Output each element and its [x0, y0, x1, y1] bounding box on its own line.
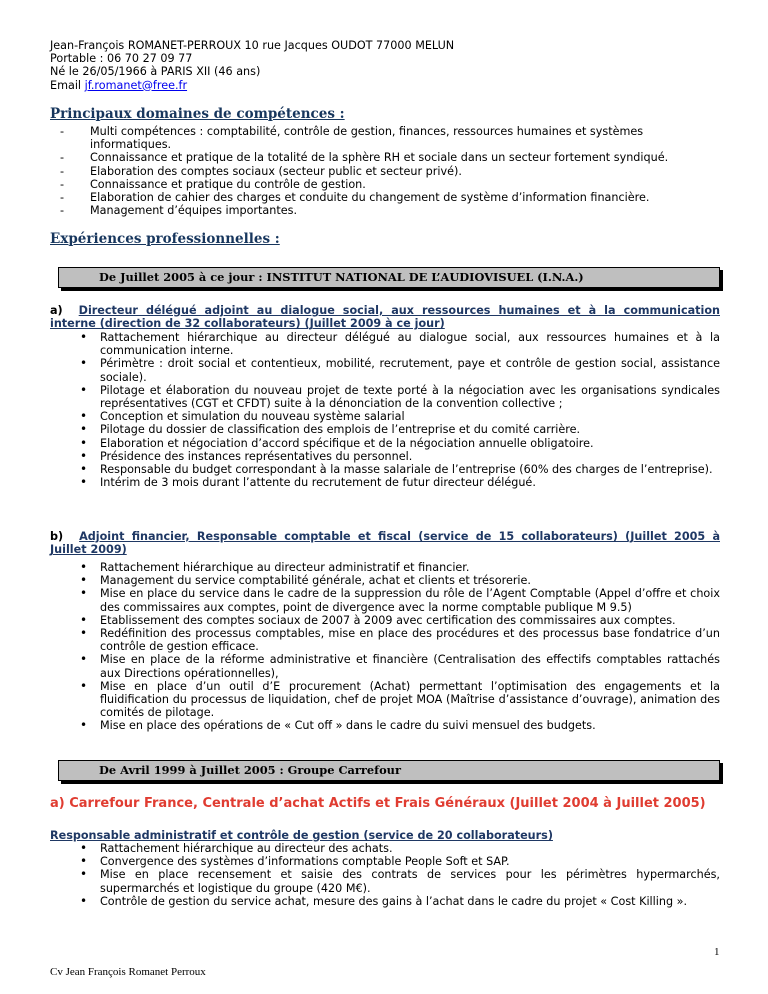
carrefour-entity-heading: a) Carrefour France, Centrale d’achat Actifs et Frais Généraux (Juillet 2004 à Juillet 2005) [50, 796, 706, 811]
ina-role-b-list [80, 561, 720, 733]
list-item: • Conception et simulation du nouveau système salarial [80, 410, 720, 423]
list-item: • Redéfinition des processus comptables, mise en place des procédures et des processus base fondatrice d’un contrôle de gestion efficace. [80, 627, 720, 653]
role-a-label: a) [50, 304, 63, 317]
contact-phone: Portable : 06 70 27 09 77 [50, 52, 193, 66]
email-label: Email [50, 78, 85, 92]
list-item: • Contrôle de gestion du service achat, mesure des gains à l’achat dans le cadre du projet « Cost Killing ». [80, 895, 720, 908]
role-b-label: b) [50, 530, 64, 543]
list-item: - Management d’équipes importantes. [60, 204, 710, 217]
ina-period-text: De Juillet 2005 à ce jour : INSTITUT NATIONAL DE L’AUDIOVISUEL (I.N.A.) [99, 270, 584, 284]
list-item: - Multi compétences : comptabilité, contrôle de gestion, finances, ressources humaines et systèmes informatiques. [60, 125, 710, 151]
carrefour-role-list [80, 842, 720, 908]
list-item: • Mise en place de la réforme administrative et financière (Centralisation des effectifs comptables rattachés aux Directions opérationnelles), [80, 653, 720, 679]
list-item: • Mise en place du service dans le cadre de la suppression du rôle de l’Agent Comptable (Appel d’offre et choix des commissaires aux comptes, point de divergence avec la norme comptable publique M 9.5) [80, 587, 720, 613]
list-item: • Rattachement hiérarchique au directeur administratif et financier. [80, 561, 720, 574]
role-a-title: Directeur délégué adjoint au dialogue social, aux ressources humaines et à la communication interne (direction de 32 collaborateurs) (Juillet 2009 à ce jour) [50, 304, 720, 331]
list-item: • Rattachement hiérarchique au directeur des achats. [80, 842, 720, 855]
page-number: 1 [714, 946, 720, 958]
competences-title: Principaux domaines de compétences : [50, 106, 345, 122]
list-item: - Connaissance et pratique de la totalité de la sphère RH et sociale dans un secteur fortement syndiqué. [60, 151, 710, 164]
contact-block [50, 39, 454, 92]
list-item: • Rattachement hiérarchique au directeur délégué au dialogue social, aux ressources humaines et à la communication interne. [80, 331, 720, 357]
contact-birth: Né le 26/05/1966 à PARIS XII (46 ans) [50, 65, 261, 79]
list-item: • Mise en place d’un outil d’E procurement (Achat) permettant l’optimisation des engagements et la fluidification du processus de liquidation, chef de projet MOA (Maîtrise d’assistance d’ouvrage), animation des comités de pilotage. [80, 680, 720, 720]
list-item: • Management du service comptabilité générale, achat et clients et trésorerie. [80, 574, 720, 587]
list-item: • Mise en place recensement et saisie des contrats de services pour les périmètres hypermarchés, supermarchés et logistique du groupe (420 M€). [80, 868, 720, 894]
carrefour-role-title: Responsable administratif et contrôle de gestion (service de 20 collaborateurs) [50, 829, 553, 842]
list-item: - Elaboration de cahier des charges et conduite du changement de système d’information financière. [60, 191, 710, 204]
list-item: • Etablissement des comptes sociaux de 2007 à 2009 avec certification des commissaires aux comptes. [80, 614, 720, 627]
ina-role-b-heading [50, 530, 720, 556]
list-item: • Responsable du budget correspondant à la masse salariale de l’entreprise (60% des charges de l’entreprise). [80, 463, 720, 476]
carrefour-period-bar [58, 760, 720, 781]
carrefour-period-text: De Avril 1999 à Juillet 2005 : Groupe Carrefour [99, 763, 401, 777]
role-b-title: Adjoint financier, Responsable comptable et fiscal (service de 15 collaborateurs) (Juillet 2005 à Juillet 2009) [50, 530, 720, 557]
list-item: • Pilotage et élaboration du nouveau projet de texte porté à la négociation avec les organisations syndicales représentatives (CGT et CFDT) suite à la dénonciation de la convention collective ; [80, 384, 720, 410]
list-item: • Intérim de 3 mois durant l’attente du recrutement de futur directeur délégué. [80, 476, 720, 489]
list-item: • Convergence des systèmes d’informations comptable People Soft et SAP. [80, 855, 720, 868]
ina-role-a-heading [50, 304, 720, 330]
footer-text: Cv Jean François Romanet Perroux [50, 966, 206, 978]
list-item: • Elaboration et négociation d’accord spécifique et de la négociation annuelle obligatoire. [80, 437, 720, 450]
carrefour-role-heading [50, 829, 553, 842]
contact-name-address: Jean-François ROMANET-PERROUX 10 rue Jacques OUDOT 77000 MELUN [50, 39, 455, 52]
list-item: • Périmètre : droit social et contentieux, mobilité, recrutement, paye et contrôle de gestion social, assistance sociale). [80, 357, 720, 383]
list-item: • Présidence des instances représentatives du personnel. [80, 450, 720, 463]
experiences-title: Expériences professionnelles : [50, 231, 280, 247]
list-item: - Elaboration des comptes sociaux (secteur public et secteur privé). [60, 165, 710, 178]
list-item: • Mise en place des opérations de « Cut off » dans le cadre du suivi mensuel des budgets. [80, 719, 720, 732]
contact-email-line [50, 79, 454, 92]
list-item: • Pilotage du dossier de classification des emplois de l’entreprise et du comité carrière. [80, 423, 720, 436]
ina-role-a-list [80, 331, 720, 489]
email-link[interactable]: jf.romanet@free.fr [84, 78, 188, 92]
ina-period-bar [58, 267, 720, 288]
list-item: - Connaissance et pratique du contrôle de gestion. [60, 178, 710, 191]
competences-list [60, 125, 710, 217]
